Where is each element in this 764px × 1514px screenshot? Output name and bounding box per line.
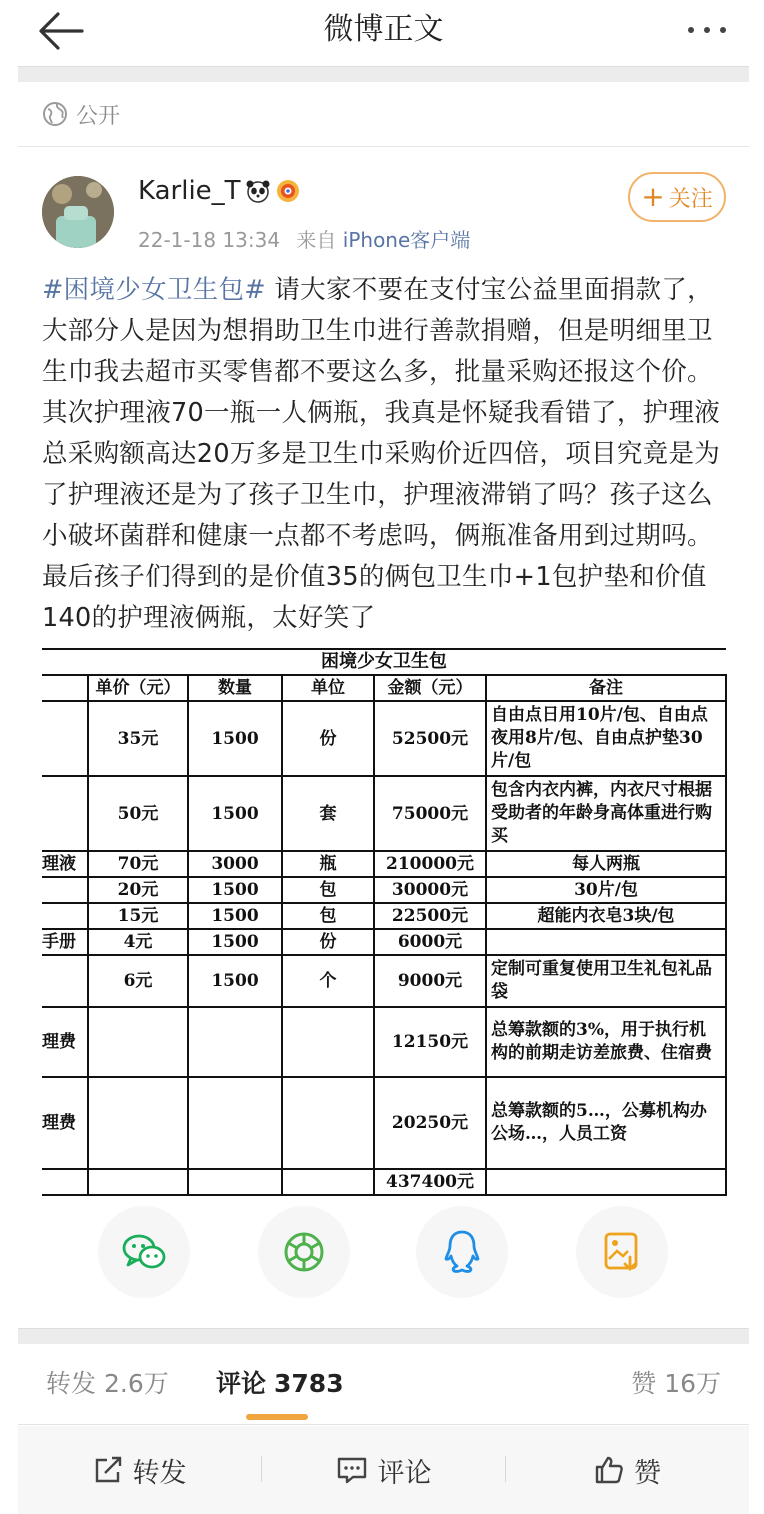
price-cell — [88, 1007, 188, 1077]
budget-table — [42, 648, 727, 1196]
table-row — [42, 877, 726, 903]
table-row — [42, 701, 726, 776]
qty-cell: 1500 — [188, 701, 282, 776]
bottom-action-bar — [18, 1426, 749, 1514]
qty-cell — [188, 1007, 282, 1077]
unit-cell — [282, 1077, 374, 1169]
follow-label: 关注 — [668, 186, 713, 212]
qty-cell: 1500 — [188, 903, 282, 929]
unit-cell — [282, 1169, 374, 1195]
post-source-link[interactable]: iPhone客户端 — [342, 228, 471, 252]
tab-label: 评论 — [216, 1369, 267, 1398]
comment-icon — [336, 1456, 368, 1484]
active-tab-indicator — [246, 1414, 308, 1420]
price-cell — [88, 1169, 188, 1195]
table-row — [42, 851, 726, 877]
price-cell: 35元 — [88, 701, 188, 776]
qty-cell: 1500 — [188, 929, 282, 955]
price-cell — [88, 1077, 188, 1169]
post-body: 请大家不要在支付宝公益里面捐款了，大部分人是因为想捐助卫生巾进行善款捐赠，但是明细里卫生巾我去超市买零售都不要这么多，批量采购还报这个价。其次护理液70一瓶一人俩瓶，我真是怀疑我看错了，护理液总采购额高达20万多是卫生巾采购价近四倍，项目究竟是为了护理液还是为了孩子卫生巾，护理液滞销了吗？孩子这么小破坏菌群和健康一点都不考虑吗，俩瓶准备用到过期吗。最后孩子们得到的是价值35的俩包卫生巾+1包护垫和价值140的护理液俩瓶，太好笑了 — [42, 275, 721, 633]
globe-icon — [42, 101, 68, 127]
note-cell: 包含内衣内裤，内衣尺寸根据受助者的年龄身高体重进行购买 — [486, 776, 726, 851]
comment-label: 评论 — [377, 1457, 432, 1489]
header-cell: 单价（元） — [88, 675, 188, 701]
note-cell: 超能内衣皂3块/包 — [486, 903, 726, 929]
author-name-row[interactable] — [138, 176, 301, 206]
item-cell — [42, 903, 88, 929]
like-button[interactable] — [506, 1426, 749, 1514]
qty-cell: 1500 — [188, 776, 282, 851]
hashtag-link[interactable]: #困境少女卫生包# — [42, 275, 266, 305]
note-cell: 总筹款额的3%，用于执行机构的前期走访差旅费、住宿费 — [486, 1007, 726, 1077]
item-cell — [42, 955, 88, 1007]
panda-badge-icon — [245, 178, 271, 204]
weibo-detail-screen — [18, 0, 749, 1514]
price-cell: 50元 — [88, 776, 188, 851]
item-cell — [42, 776, 88, 851]
table-row — [42, 955, 726, 1007]
note-cell: 自由点日用10片/包、自由点夜用8片/包、自由点护垫30片/包 — [486, 701, 726, 776]
price-cell: 6元 — [88, 955, 188, 1007]
amount-cell: 20250元 — [374, 1077, 486, 1169]
item-cell: 手册 — [42, 929, 88, 955]
divider — [18, 146, 749, 147]
avatar[interactable] — [42, 176, 114, 248]
stats-tabs — [18, 1364, 749, 1412]
amount-cell: 30000元 — [374, 877, 486, 903]
qty-cell — [188, 1169, 282, 1195]
share-wechat-button[interactable] — [98, 1206, 190, 1298]
page-title: 微博正文 — [323, 12, 444, 47]
unit-cell: 瓶 — [282, 851, 374, 877]
header-cell — [42, 675, 88, 701]
moments-icon — [282, 1230, 326, 1274]
qq-icon — [442, 1229, 482, 1275]
post-text — [42, 270, 732, 639]
table-row — [42, 776, 726, 851]
unit-cell: 个 — [282, 955, 374, 1007]
qty-cell — [188, 1077, 282, 1169]
unit-cell: 包 — [282, 877, 374, 903]
note-cell: 每人两瓶 — [486, 851, 726, 877]
post-meta — [138, 224, 470, 253]
unit-cell: 套 — [282, 776, 374, 851]
tab-count: 3783 — [274, 1369, 344, 1398]
item-cell: 理费 — [42, 1077, 88, 1169]
price-cell: 4元 — [88, 929, 188, 955]
share-qq-button[interactable] — [416, 1206, 508, 1298]
share-moments-button[interactable] — [258, 1206, 350, 1298]
wechat-icon — [120, 1231, 168, 1273]
tab-count: 16万 — [664, 1369, 721, 1398]
price-cell: 70元 — [88, 851, 188, 877]
amount-cell: 210000元 — [374, 851, 486, 877]
tab-likes[interactable] — [631, 1364, 721, 1400]
item-cell — [42, 877, 88, 903]
item-cell: 理液 — [42, 851, 88, 877]
header-cell: 备注 — [486, 675, 726, 701]
table-row — [42, 1007, 726, 1077]
divider — [18, 1424, 749, 1425]
post-time: 22-1-18 13:34 — [138, 228, 281, 252]
header-cell: 单位 — [282, 675, 374, 701]
note-cell: 30片/包 — [486, 877, 726, 903]
amount-cell: 9000元 — [374, 955, 486, 1007]
tab-count: 2.6万 — [104, 1369, 169, 1398]
section-divider — [18, 1328, 749, 1344]
tab-label: 转发 — [46, 1369, 97, 1398]
header-cell: 金额（元） — [374, 675, 486, 701]
plus-icon: + — [641, 180, 665, 213]
save-image-icon — [602, 1231, 642, 1273]
visibility-indicator — [42, 94, 120, 134]
repost-label: 转发 — [132, 1457, 187, 1489]
amount-cell: 52500元 — [374, 701, 486, 776]
save-image-button[interactable] — [576, 1206, 668, 1298]
tab-comments[interactable] — [216, 1364, 344, 1400]
table-caption: 困境少女卫生包 — [42, 649, 726, 675]
visibility-label: 公开 — [76, 103, 121, 129]
header-cell: 数量 — [188, 675, 282, 701]
qty-cell: 1500 — [188, 955, 282, 1007]
amount-cell: 22500元 — [374, 903, 486, 929]
repost-button[interactable] — [18, 1426, 261, 1514]
qty-cell: 3000 — [188, 851, 282, 877]
amount-cell: 12150元 — [374, 1007, 486, 1077]
amount-cell: 6000元 — [374, 929, 486, 955]
unit-cell: 包 — [282, 903, 374, 929]
note-cell — [486, 1169, 726, 1195]
like-label: 赞 — [634, 1457, 661, 1489]
tab-reposts[interactable] — [46, 1364, 169, 1400]
table-header-row — [42, 675, 726, 701]
repost-icon — [93, 1456, 123, 1484]
top-bar — [18, 0, 749, 62]
price-cell: 20元 — [88, 877, 188, 903]
note-cell: 定制可重复使用卫生礼包礼品袋 — [486, 955, 726, 1007]
post-image-spreadsheet[interactable] — [42, 648, 726, 1192]
note-cell: 总筹款额的5…，公募机构办公场…，人员工资 — [486, 1077, 726, 1169]
comment-button[interactable] — [262, 1426, 505, 1514]
amount-cell: 75000元 — [374, 776, 486, 851]
total-amount-cell: 437400元 — [374, 1169, 486, 1195]
item-cell: 理费 — [42, 1007, 88, 1077]
table-row — [42, 1077, 726, 1169]
vip-badge-icon — [275, 178, 301, 204]
table-row — [42, 903, 726, 929]
price-cell: 15元 — [88, 903, 188, 929]
unit-cell: 份 — [282, 929, 374, 955]
source-prefix: 来自 — [296, 228, 337, 252]
unit-cell: 份 — [282, 701, 374, 776]
author-name[interactable]: Karlie_T — [138, 176, 241, 206]
item-cell — [42, 701, 88, 776]
thumbs-up-icon — [594, 1455, 624, 1485]
qty-cell: 1500 — [188, 877, 282, 903]
item-cell — [42, 1169, 88, 1195]
tab-label: 赞 — [631, 1369, 657, 1398]
unit-cell — [282, 1007, 374, 1077]
section-divider — [18, 66, 749, 82]
more-options-icon[interactable] — [683, 12, 731, 48]
follow-button[interactable] — [628, 172, 726, 222]
table-total-row — [42, 1169, 726, 1195]
note-cell — [486, 929, 726, 955]
table-row — [42, 929, 726, 955]
